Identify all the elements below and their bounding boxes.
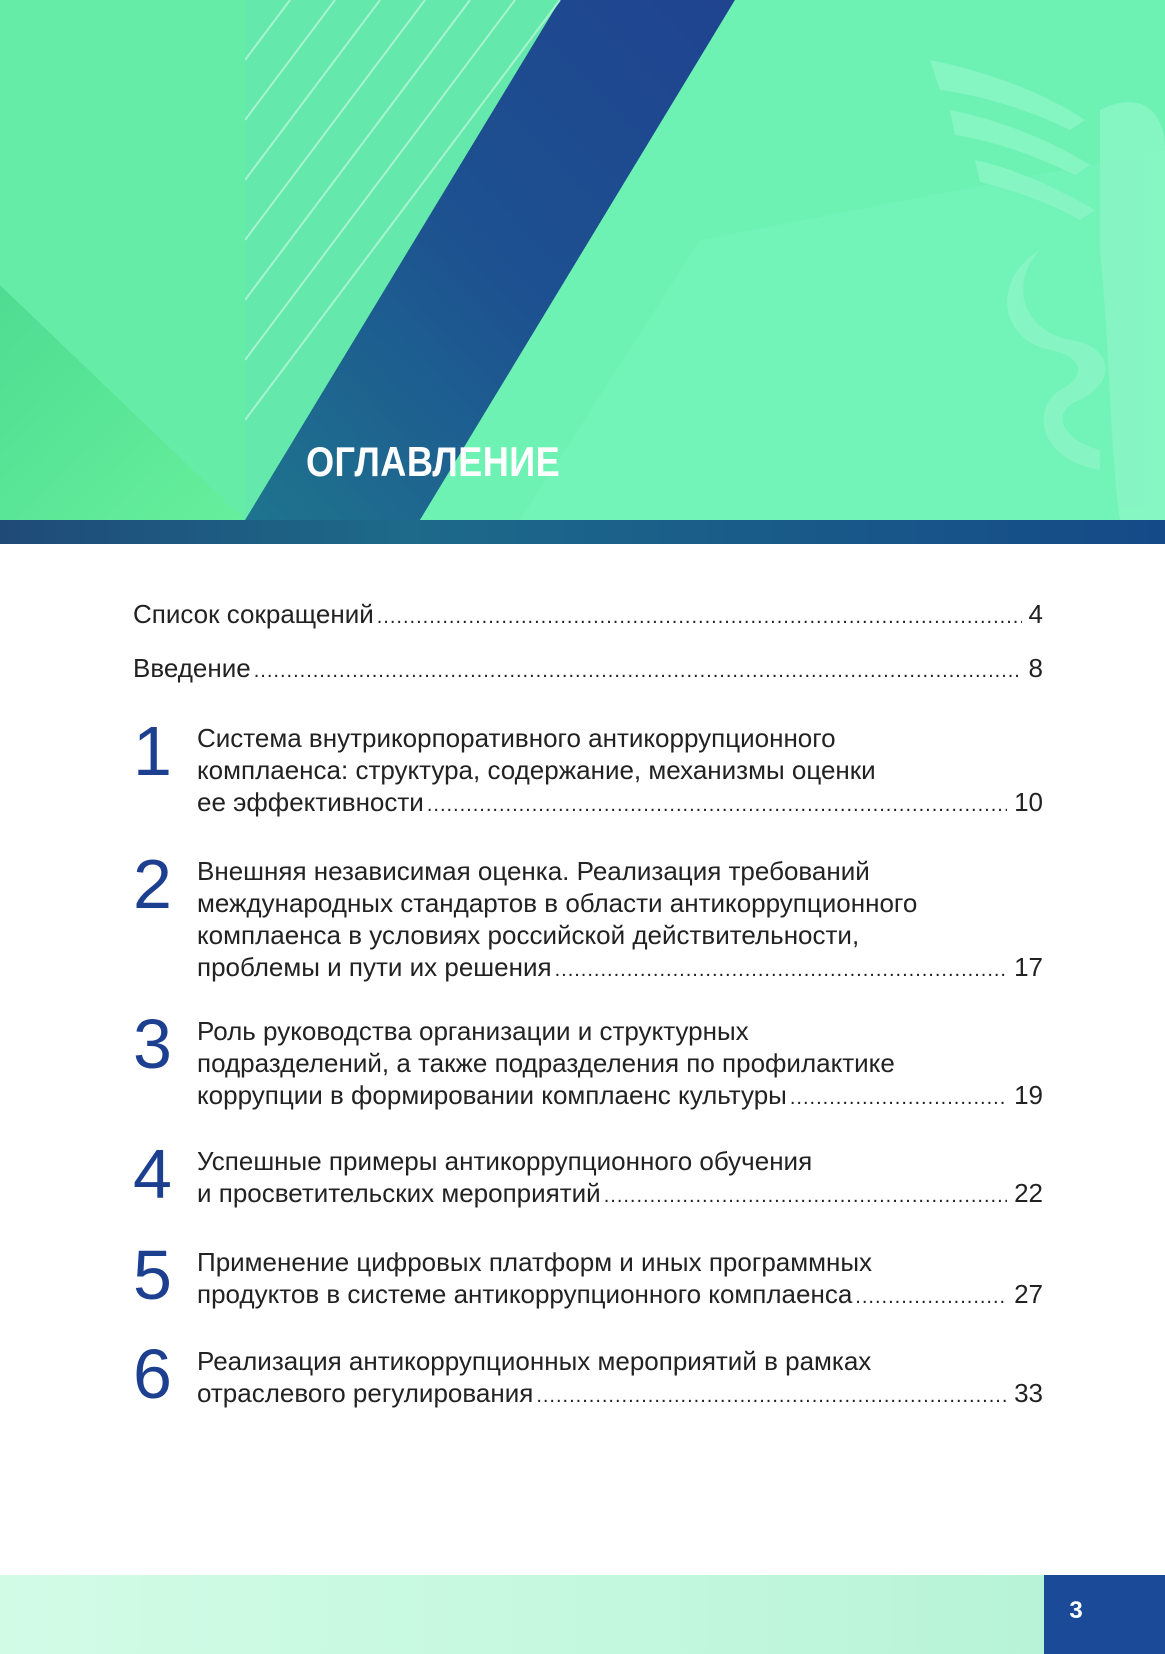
toc-page-number: 10 xyxy=(1014,787,1043,817)
chapter-title-line: продуктов в системе антикоррупционного комплаенса xyxy=(197,1279,853,1309)
page-title: ОГЛАВЛЕНИЕ xyxy=(306,438,561,485)
toc-chapter-5[interactable] xyxy=(133,1236,1043,1314)
dot-leader xyxy=(427,789,1007,821)
chapter-title-line: комплаенса в условиях российской действительности, xyxy=(197,920,860,950)
toc-chapter-6[interactable] xyxy=(133,1335,1043,1413)
toc-entry-title: Список сокращений xyxy=(133,599,374,629)
page-number: 3 xyxy=(1069,1597,1083,1624)
toc-entry-title: Введение xyxy=(133,653,251,683)
chapter-title-line: коррупции в формировании комплаенс культуры xyxy=(197,1080,787,1110)
toc-page-number: 19 xyxy=(1014,1080,1043,1110)
toc-entry-introduction[interactable] xyxy=(133,652,1043,687)
dot-leader xyxy=(555,954,1008,986)
chapter-title-line: подразделений, а также подразделения по профилактике xyxy=(197,1048,895,1078)
toc-entry-abbreviations[interactable] xyxy=(133,598,1043,633)
toc-page-number: 27 xyxy=(1014,1279,1043,1309)
toc-chapter-2[interactable] xyxy=(133,845,1043,986)
chapter-title-line: международных стандартов в области антикоррупционного xyxy=(197,888,918,918)
chapter-number: 3 xyxy=(133,1005,172,1083)
chapter-number: 2 xyxy=(133,845,172,923)
toc-page-number: 33 xyxy=(1014,1378,1043,1408)
toc-chapter-4[interactable] xyxy=(133,1135,1043,1213)
dot-leader xyxy=(254,655,1022,687)
chapter-title-line: Роль руководства организации и структурных xyxy=(197,1016,749,1046)
toc-page-number: 17 xyxy=(1014,952,1043,982)
chapter-title-line: Успешные примеры антикоррупционного обучения xyxy=(197,1146,813,1176)
toc-page-number: 8 xyxy=(1028,653,1043,683)
toc-page-number: 22 xyxy=(1014,1178,1043,1208)
chapter-number: 4 xyxy=(133,1135,172,1213)
chapter-title-line: проблемы и пути их решения xyxy=(197,952,552,982)
chapter-number: 1 xyxy=(133,712,172,790)
toc-chapter-1[interactable] xyxy=(133,712,1043,821)
chapter-number: 5 xyxy=(133,1236,172,1314)
toc-line xyxy=(133,652,1043,687)
chapter-title-line: Применение цифровых платформ и иных программных xyxy=(197,1247,873,1277)
dot-leader xyxy=(604,1180,1007,1212)
page-number-box xyxy=(1044,1575,1165,1654)
chapter-title-line: отраслевого регулирования xyxy=(197,1378,534,1408)
chapter-title-line: комплаенса: структура, содержание, механизмы оценки xyxy=(197,755,876,785)
chapter-title-line: Внешняя независимая оценка. Реализация требований xyxy=(197,856,870,886)
chapter-title-line: и просветительских мероприятий xyxy=(197,1178,601,1208)
chapter-title-line: Система внутрикорпоративного антикоррупционного xyxy=(197,723,836,753)
chapter-title-line: ее эффективности xyxy=(197,787,424,817)
chapter-title-line: Реализация антикоррупционных мероприятий в рамках xyxy=(197,1346,872,1376)
dot-leader xyxy=(536,1380,1007,1412)
dot-leader xyxy=(377,601,1022,633)
toc-page-number: 4 xyxy=(1028,599,1043,629)
dot-leader xyxy=(790,1082,1007,1114)
toc-line xyxy=(133,598,1043,633)
toc-chapter-3[interactable] xyxy=(133,1005,1043,1114)
footer-strip xyxy=(0,1575,1044,1654)
chapter-number: 6 xyxy=(133,1335,172,1413)
dot-leader xyxy=(855,1281,1007,1313)
